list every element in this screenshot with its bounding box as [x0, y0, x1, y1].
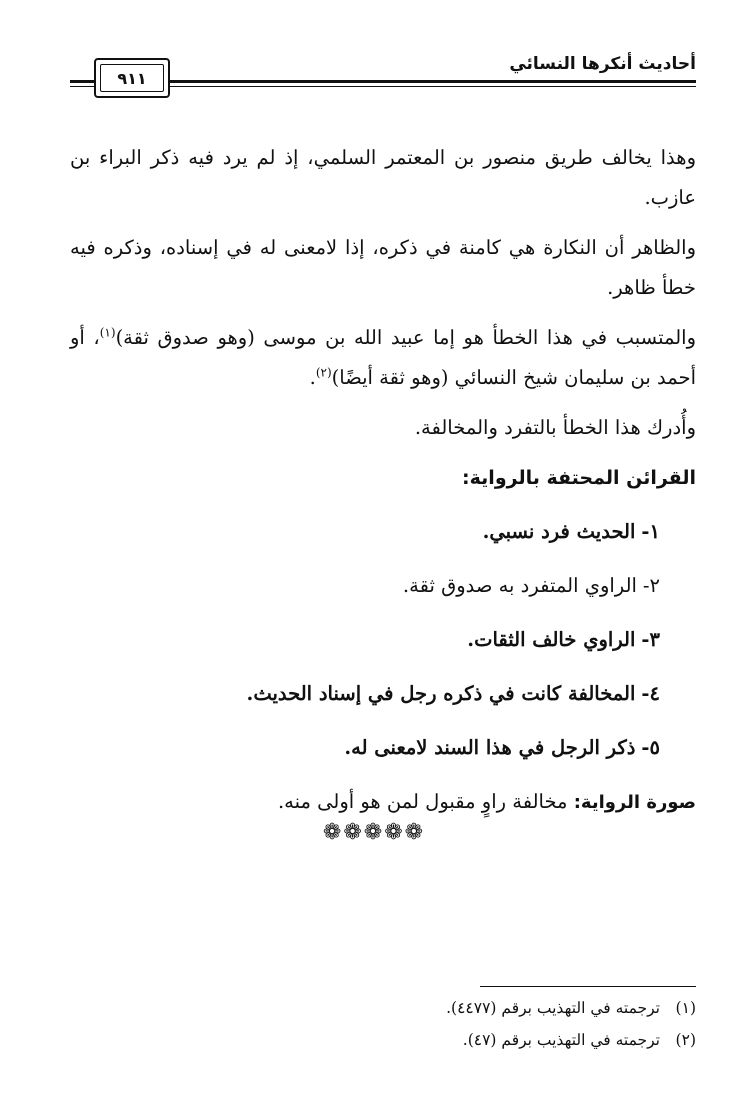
footnote-1 — [70, 992, 696, 1024]
section-heading: القرائن المحتفة بالرواية: — [462, 467, 696, 489]
list-item-text: المخالفة كانت في ذكره رجل في إسناد الحديث. — [246, 682, 636, 705]
header-rule-left-thin — [70, 86, 94, 87]
header-rule-thick — [158, 80, 696, 83]
footnote-ref-1[interactable]: (١) — [99, 325, 116, 340]
header-rule-thin — [158, 86, 696, 87]
list-item — [70, 566, 660, 606]
paragraph-2: والظاهر أن النكارة هي كامنة في ذكره، إذا لامعنى له في إسناده، وذكره فيه خطأ ظاهر. — [70, 236, 696, 299]
footnote-text: ترجمته في التهذيب برقم (٤٧). — [462, 1031, 660, 1049]
list-item — [70, 512, 660, 552]
page-number: ٩١١ — [117, 68, 147, 88]
paragraph-3-part-b: ، أو أحمد بن سليمان شيخ النسائي (وهو ثقة أيضًا) — [70, 326, 696, 389]
footnote-text: ترجمته في التهذيب برقم (٤٤٧٧). — [446, 999, 660, 1017]
footnote-ref-2[interactable]: (٢) — [315, 365, 332, 380]
list-item-number: ٤- — [641, 682, 660, 705]
list-item-number: ٢- — [642, 574, 660, 597]
footnote-number: (٢) — [675, 1031, 696, 1049]
conclusion-label: صورة الرواية: — [573, 792, 696, 813]
footnote-2 — [70, 1024, 696, 1056]
footnote-rule — [480, 986, 696, 987]
ornament-divider: ❁❁❁❁❁ — [322, 820, 426, 845]
list-item-text: ذكر الرجل في هذا السند لامعنى له. — [344, 736, 636, 759]
running-title: أحاديث أنكرها النسائي — [509, 54, 696, 74]
paragraph-3 — [70, 318, 696, 398]
evidence-list — [70, 512, 696, 768]
conclusion — [70, 782, 696, 823]
paragraph-4: وأُدرك هذا الخطأ بالتفرد والمخالفة. — [414, 416, 696, 439]
conclusion-text: مخالفة راوٍ مقبول لمن هو أولى منه. — [277, 790, 574, 813]
list-item-number: ٣- — [641, 628, 660, 651]
footnotes — [70, 992, 696, 1056]
paragraph-1: وهذا يخالف طريق منصور بن المعتمر السلمي، إذ لم يرد فيه ذكر البراء بن عازب. — [70, 146, 696, 209]
list-item-text: الراوي المتفرد به صدوق ثقة. — [402, 574, 637, 597]
header-rule-left-thick — [70, 80, 94, 83]
list-item-number: ١- — [641, 520, 660, 543]
list-item — [70, 728, 660, 768]
footnote-number: (١) — [675, 999, 696, 1017]
main-text — [70, 138, 696, 823]
page-header — [70, 48, 696, 104]
list-item-text: الحديث فرد نسبي. — [482, 520, 636, 543]
list-item — [70, 674, 660, 714]
page-number-frame — [94, 58, 170, 98]
list-item — [70, 620, 660, 660]
list-item-number: ٥- — [641, 736, 660, 759]
list-item-text: الراوي خالف الثقات. — [467, 628, 636, 651]
paragraph-3-part-c: . — [309, 366, 316, 389]
paragraph-3-part-a: والمتسبب في هذا الخطأ هو إما عبيد الله بن موسى (وهو صدوق ثقة) — [115, 326, 697, 349]
